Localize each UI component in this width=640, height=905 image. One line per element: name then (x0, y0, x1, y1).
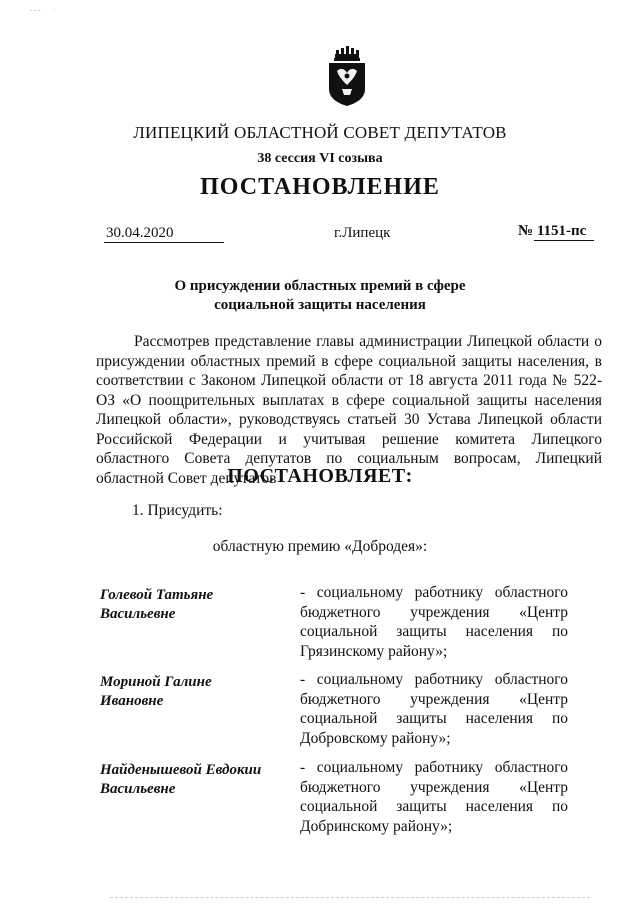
preamble-text: Рассмотрев представление главы администрации Липецкой области о присуждении областных премий в сфере социальной защиты населения, в соответствии с Законом Липецкой области от 18 августа 2011 года № 522-ОЗ «О поощрительных выплатах в сфере социальной защиты населения Липецкой области», руководствуясь статьей 30 Устава Липецкой области Российской Федерации и учитывая решение комитета Липецкого областного Совета депутатов по социальным вопросам, Липецкий областной Совет депутатов (96, 333, 602, 487)
document-number: № 1151-пс (518, 223, 587, 239)
subject-line-2: социальной защиты населения (214, 297, 426, 313)
recipient-description: - социальному работнику областного бюджетного учреждения «Центр социальной защиты населения по Добринскому району»; (300, 759, 568, 835)
recipient-name: Найденышевой Евдокии Васильевне (100, 762, 262, 797)
recipient-name: Голевой Татьяне Васильевне (100, 587, 214, 622)
scan-artifact-line (110, 897, 590, 898)
recipient-description: - социальному работнику областного бюджетного учреждения «Центр социальной защиты населения по Грязинскому району»; (300, 584, 568, 660)
recipient-name: Мориной Галине Ивановне (100, 674, 212, 709)
resolves-heading: ПОСТАНОВЛЯЕТ: (227, 465, 413, 487)
recipient-description: - социальному работнику областного бюджетного учреждения «Центр социальной защиты населения по Добровскому району»; (300, 671, 568, 747)
document-subject (0, 277, 640, 315)
document-date: 30.04.2020 (106, 225, 174, 241)
subject-line-1: О присуждении областных премий в сфере (174, 278, 466, 294)
council-name: ЛИПЕЦКИЙ ОБЛАСТНОЙ СОВЕТ ДЕПУТАТОВ (133, 123, 507, 142)
session-number: 38 сессия VI созыва (257, 151, 383, 166)
document-city: г.Липецк (334, 225, 391, 241)
scan-artifact: - - - · (30, 6, 56, 14)
document-type: ПОСТАНОВЛЕНИЕ (200, 174, 440, 200)
date-underline (104, 242, 224, 243)
number-underline (534, 240, 594, 241)
coat-of-arms-icon (323, 45, 371, 107)
award-name: областную премию «Добродея»: (212, 538, 428, 555)
clause-1: 1. Присудить: (132, 502, 223, 519)
